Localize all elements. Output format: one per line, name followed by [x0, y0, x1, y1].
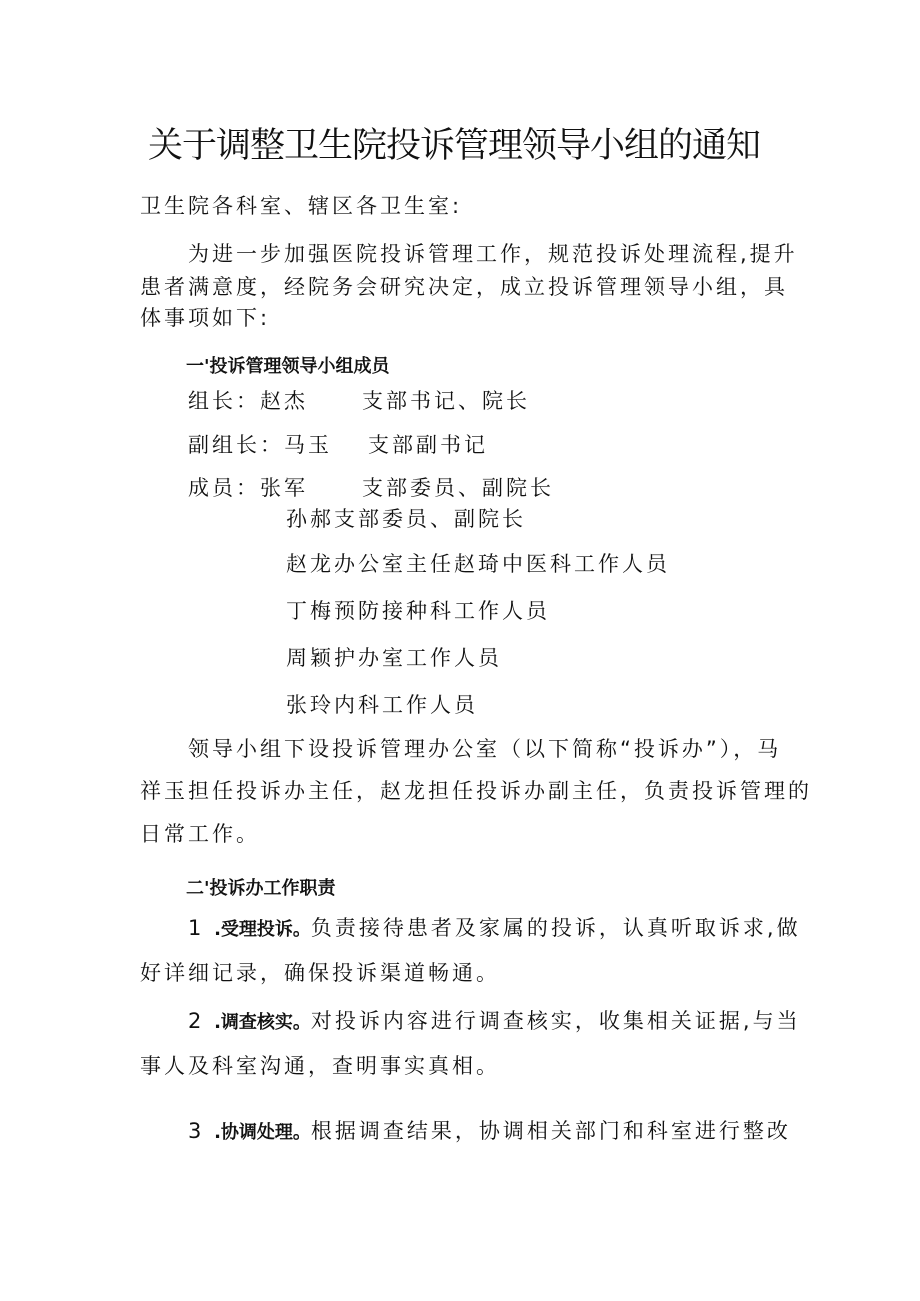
duty-title: .受理投诉。 [214, 919, 311, 940]
member-line: 丁梅预防接种科工作人员 [286, 599, 550, 623]
duty-title: .调查核实。 [214, 1012, 311, 1033]
office-line-1: 领导小组下设投诉管理办公室（以下简称“投诉办”），马 [188, 737, 782, 761]
salutation: 卫生院各科室、辖区各卫生室: [140, 194, 463, 218]
deputy-role: 支部副书记 [368, 433, 488, 457]
duty-text: 根据调查结果，协调相关部门和科室进行整改 [310, 1119, 791, 1143]
member-line: 张玲内科工作人员 [286, 693, 478, 717]
leader-label: 组长：赵杰 [188, 389, 308, 413]
duty-2 [188, 1005, 801, 1035]
deputy-label: 副组长：马玉 [188, 433, 332, 457]
duty-text: 对投诉内容进行调查核实，收集相关证据,与当 [310, 1009, 801, 1033]
member-line: 孙郝支部委员、副院长 [286, 507, 526, 531]
document-title: 关于调整卫生院投诉管理领导小组的通知 [148, 126, 761, 166]
duty-1 [188, 912, 801, 942]
duty-3 [188, 1115, 791, 1145]
intro-line-1: 为进一步加强医院投诉管理工作，规范投诉处理流程,提升 [188, 242, 798, 266]
member-line: 赵龙办公室主任赵琦中医科工作人员 [286, 552, 670, 576]
duty-1-cont: 好详细记录，确保投诉渠道畅通。 [140, 961, 500, 985]
duty-text: 负责接待患者及家属的投诉，认真听取诉求,做 [310, 916, 801, 940]
members-head-role: 支部委员、副院长 [362, 476, 554, 500]
office-line-3: 日常工作。 [140, 822, 260, 846]
office-line-2: 祥玉担任投诉办主任，赵龙担任投诉办副主任，负责投诉管理的 [140, 779, 812, 803]
members-head-label: 成员：张军 [188, 476, 308, 500]
duty-2-cont: 事人及科室沟通，查明事实真相。 [140, 1054, 500, 1078]
member-line: 周颖护办室工作人员 [286, 646, 502, 670]
intro-line-3: 体事项如下: [140, 306, 271, 330]
leader-role: 支部书记、院长 [362, 389, 530, 413]
intro-line-2: 患者满意度，经院务会研究决定，成立投诉管理领导小组，具 [140, 275, 788, 299]
section-heading-2: 二'投诉办工作职责 [186, 878, 336, 899]
duty-number: 3 [188, 1119, 205, 1143]
duty-title: .协调处理。 [214, 1122, 311, 1143]
duty-number: 1 [188, 916, 205, 940]
duty-number: 2 [188, 1009, 205, 1033]
section-heading-1: 一'投诉管理领导小组成员 [186, 356, 390, 377]
